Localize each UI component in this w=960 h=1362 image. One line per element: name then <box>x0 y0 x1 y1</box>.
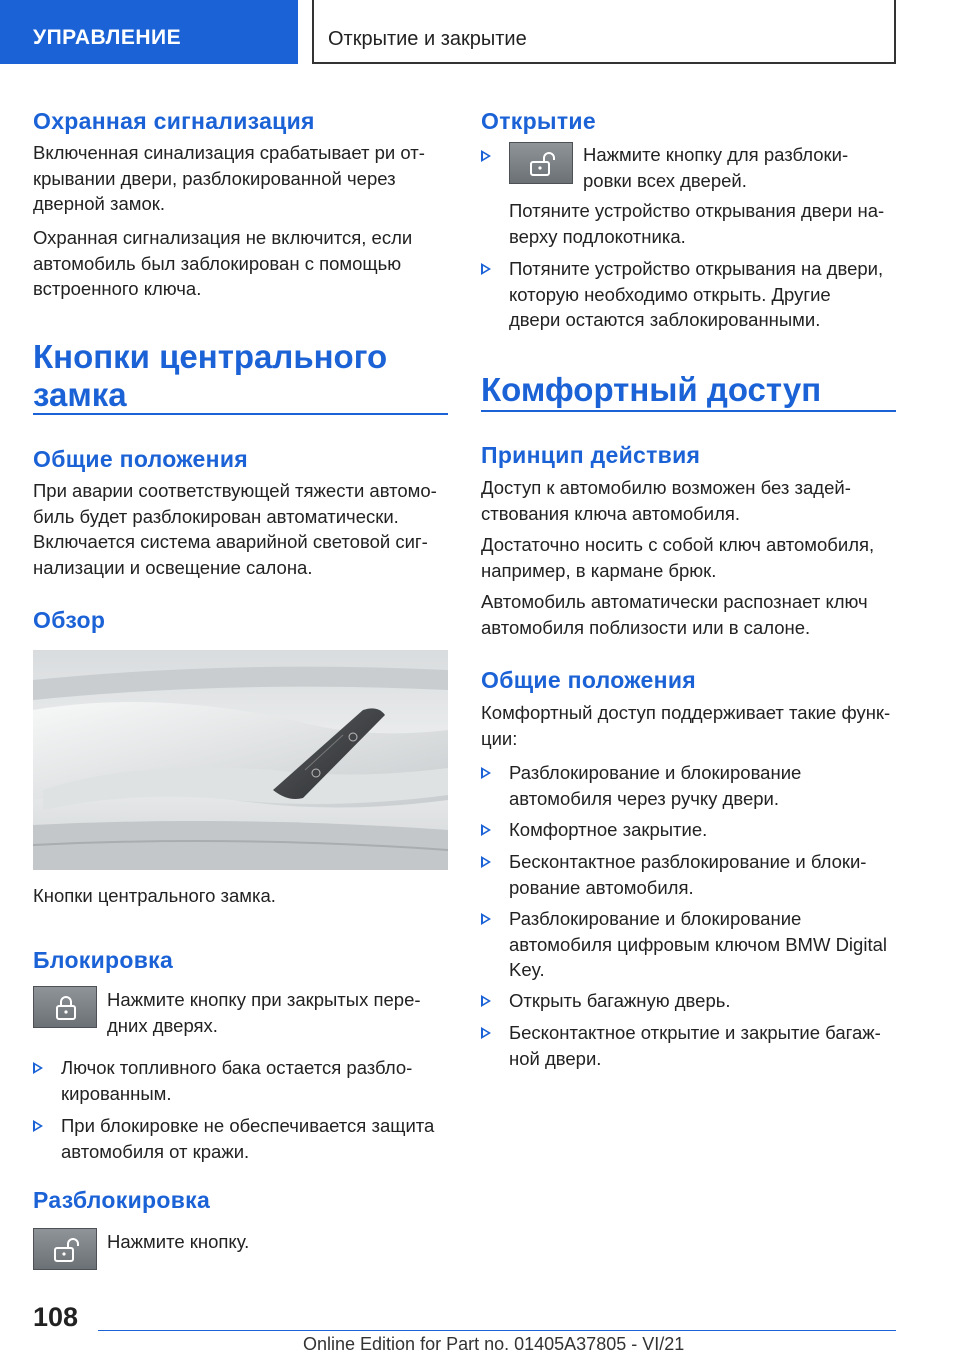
bullet <box>481 143 511 163</box>
lock-text: Нажмите кнопку при закрытых пере- дних дверях. <box>107 989 421 1036</box>
general2-paragraph: Комфортный доступ поддерживает такие функ- ции: <box>481 702 891 749</box>
bullet-triangle-icon <box>481 263 491 275</box>
principle-paragraph-1: Доступ к автомобилю возможен без задей- ствования ключа автомобиля. <box>481 477 851 524</box>
bullet-triangle-icon <box>33 1062 43 1074</box>
general2-heading: Общие положения <box>481 667 696 693</box>
footer-rule <box>98 1330 896 1331</box>
heading-rule <box>33 413 448 415</box>
general-paragraph: При аварии соответствующей тяжести автомо- биль будет разблокирован автоматически. Включается система аварийной световой сиг- нализации и освещение салона. <box>33 480 437 578</box>
open-bullet-1-sub: Потяните устройство открывания двери на- верху подлокотника. <box>509 200 885 247</box>
bullet-triangle-icon <box>481 150 491 162</box>
general-heading: Общие положения <box>33 446 248 472</box>
open-heading: Открытие <box>481 108 596 134</box>
central-lock-heading: Кнопки центрального замка <box>33 338 388 413</box>
overview-heading: Обзор <box>33 607 106 633</box>
unlock-icon <box>52 1237 82 1263</box>
principle-heading: Принцип действия <box>481 442 701 468</box>
lock-icon <box>52 995 80 1021</box>
principle-paragraph-2: Достаточно носить с собой ключ автомобиля, например, в кармане брюк. <box>481 534 875 581</box>
bullet-triangle-icon <box>481 913 491 925</box>
unlock-button-image <box>33 1228 97 1270</box>
unlock-text: Нажмите кнопку. <box>107 1231 250 1252</box>
page-number: 108 <box>33 1302 79 1332</box>
bullet-triangle-icon <box>33 1120 43 1132</box>
unlock-all-button-image <box>509 142 573 184</box>
section-tab <box>0 0 298 64</box>
unlock-icon <box>528 151 558 177</box>
comfort-access-heading: Комфортный доступ <box>481 371 822 408</box>
bullet-triangle-icon <box>481 767 491 779</box>
bullet-triangle-icon <box>481 995 491 1007</box>
open-bullet-1-text: Нажмите кнопку для разблоки- ровки всех дверей. <box>583 144 849 191</box>
central-lock-buttons-photo <box>33 650 448 870</box>
chapter-tab <box>312 0 896 64</box>
bullet-triangle-icon <box>481 824 491 836</box>
photo-caption: Кнопки центрального замка. <box>33 885 276 906</box>
lock-heading: Блокировка <box>33 947 174 973</box>
bullet-triangle-icon <box>481 1027 491 1039</box>
heading-rule <box>481 410 896 412</box>
lock-button-image <box>33 986 97 1028</box>
alarm-heading: Охранная сигнализация <box>33 108 315 134</box>
section-title: УПРАВЛЕНИЕ <box>33 26 182 49</box>
alarm-paragraph-2: Охранная сигнализация не включится, если автомобиль был заблокирован с помощью встроенного ключа. <box>33 227 413 299</box>
bullet-triangle-icon <box>481 856 491 868</box>
principle-paragraph-3: Автомобиль автоматически распознает ключ автомобиля поблизости или в салоне. <box>481 591 868 638</box>
footer-edition: Online Edition for Part no. 01405A37805 - VI/21 <box>303 1334 685 1354</box>
unlock-heading: Разблокировка <box>33 1187 211 1213</box>
chapter-title: Открытие и закрытие <box>328 28 527 50</box>
alarm-paragraph-1: Включенная синализация срабатывает ри от- крывании двери, разблокированной через дверной замок. <box>33 142 425 214</box>
